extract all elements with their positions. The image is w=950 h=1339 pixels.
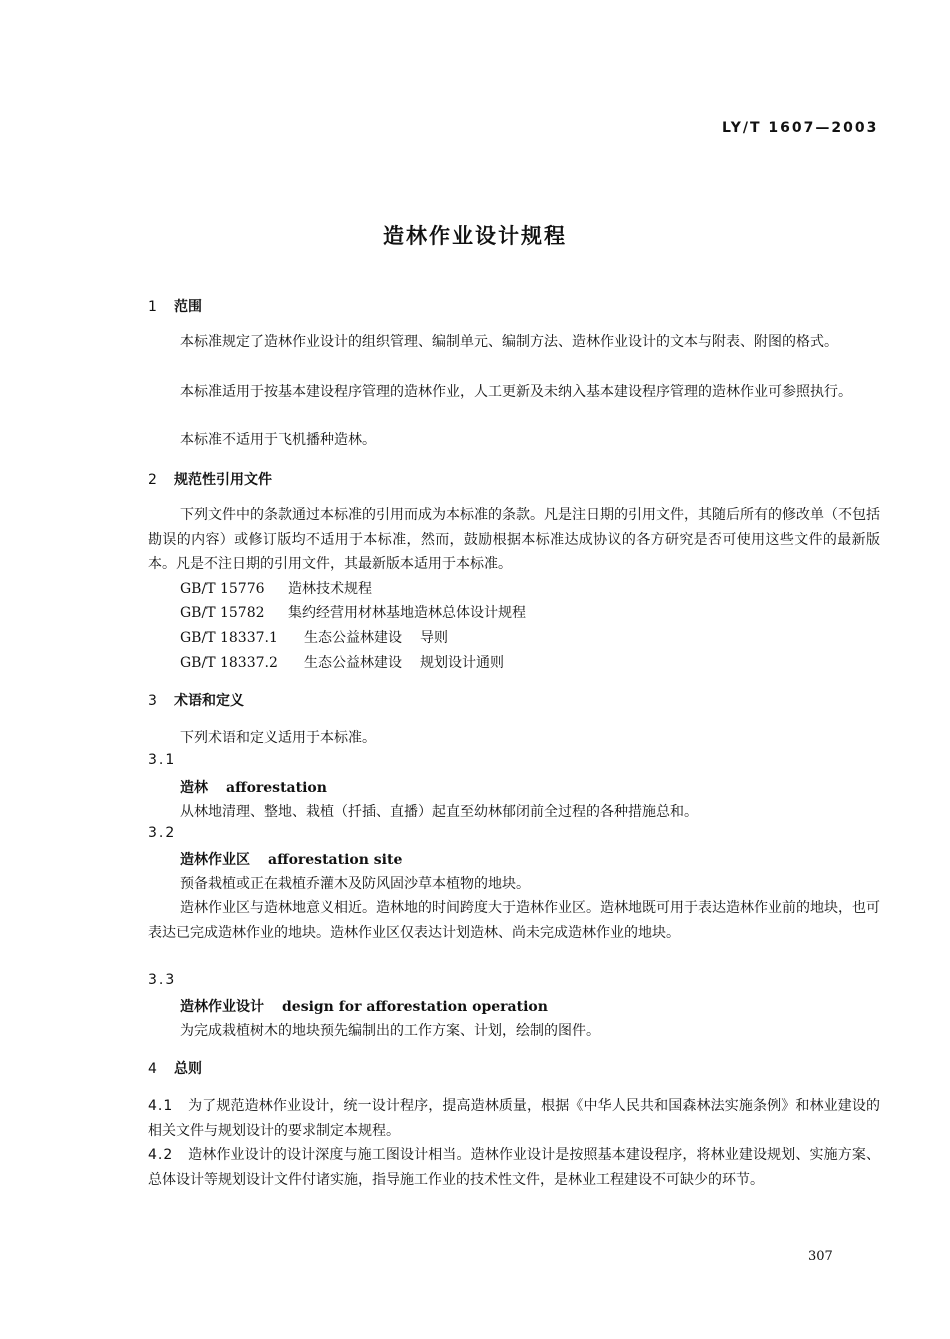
clause-text: 造林作业设计的设计深度与施工图设计相当。造林作业设计是按照基本建设程序，将林业建设规划、实施方案、总体设计等规划设计文件付诸实施，指导施工作业的技术性文件，是林业工程建设不可缺少的环节。 [148,1147,880,1188]
term-heading [180,849,402,869]
reference-title: 生态公益林建设 [304,630,402,646]
term-heading [180,996,548,1016]
section-4-heading [148,1058,202,1078]
reference-item [180,627,448,647]
paragraph: 下列术语和定义适用于本标准。 [180,730,376,746]
reference-item [180,578,372,598]
reference-code: GB/T 18337.2 [180,655,278,671]
reference-subtitle: 规划设计通则 [420,655,504,671]
paragraph-text: 本标准适用于按基本建设程序管理的造林作业，人工更新及未纳入基本建设程序管理的造林作业可参照执行。 [180,384,852,400]
paragraph-text: 造林作业区与造林地意义相近。造林地的时间跨度大于造林作业区。造林地既可用于表达造林作业前的地块，也可表达已完成造林作业的地块。造林作业区仅表达计划造林、尚未完成造林作业的地块。 [148,900,880,941]
paragraph-text: 本标准规定了造林作业设计的组织管理、编制单元、编制方法、造林作业设计的文本与附表、附图的格式。 [180,334,838,350]
clause [148,1143,880,1192]
clause-text: 为了规范造林作业设计，统一设计程序，提高造林质量，根据《中华人民共和国森林法实施条例》和林业建设的相关文件与规划设计的要求制定本规程。 [148,1098,880,1139]
section-title: 总则 [174,1061,202,1077]
section-1-heading [148,296,202,316]
standard-code: LY/T 1607—2003 [722,120,879,136]
term-en: design for afforestation operation [282,999,548,1015]
term-definition: 为完成栽植树木的地块预先编制出的工作方案、计划，绘制的图件。 [180,1023,600,1039]
term-number: 3.1 [148,752,177,768]
page-title: 造林作业设计规程 [383,224,567,248]
clause [148,1094,880,1143]
reference-item [180,652,504,672]
clause-number: 4.1 [148,1098,174,1114]
reference-code: GB/T 15776 [180,581,265,597]
section-number: 3 [148,693,157,709]
section-title: 范围 [174,299,202,315]
term-definition: 预备栽植或正在栽植乔灌木及防风固沙草本植物的地块。 [180,876,530,892]
reference-title: 生态公益林建设 [304,655,402,671]
term-heading [180,777,327,797]
section-title: 术语和定义 [174,693,244,709]
reference-code: GB/T 18337.1 [180,630,278,646]
term-definition: 从林地清理、整地、栽植（扦插、直播）起直至幼林郁闭前全过程的各种措施总和。 [180,804,698,820]
term-zh: 造林作业设计 [180,999,264,1015]
section-title: 规范性引用文件 [174,472,272,488]
term-en: afforestation [226,780,327,796]
reference-code: GB/T 15782 [180,605,265,621]
paragraph-text: 本标准不适用于飞机播种造林。 [180,432,376,448]
paragraph-text: 下列文件中的条款通过本标准的引用而成为本标准的条款。凡是注日期的引用文件，其随后所有的修改单（不包括勘误的内容）或修订版均不适用于本标准，然而，鼓励根据本标准达成协议的各方研究是否可使用这些文件的最新版本。凡是不注日期的引用文件，其最新版本适用于本标准。 [148,507,880,572]
term-en: afforestation site [268,852,403,868]
reference-item [180,602,526,622]
paragraph [148,380,880,405]
term-note [148,896,880,945]
section-number: 2 [148,472,157,488]
section-2-heading [148,469,272,489]
term-zh: 造林 [180,780,208,796]
paragraph [148,330,880,355]
section-number: 1 [148,299,157,315]
paragraph [148,503,880,577]
term-number: 3.3 [148,972,177,988]
term-zh: 造林作业区 [180,852,250,868]
reference-title: 集约经营用材林基地造林总体设计规程 [288,605,526,621]
term-number: 3.2 [148,825,177,841]
page-number: 307 [808,1249,833,1264]
paragraph [148,428,880,453]
clause-number: 4.2 [148,1147,174,1163]
section-number: 4 [148,1061,157,1077]
reference-title: 造林技术规程 [288,581,372,597]
section-3-heading [148,690,244,710]
reference-subtitle: 导则 [420,630,448,646]
